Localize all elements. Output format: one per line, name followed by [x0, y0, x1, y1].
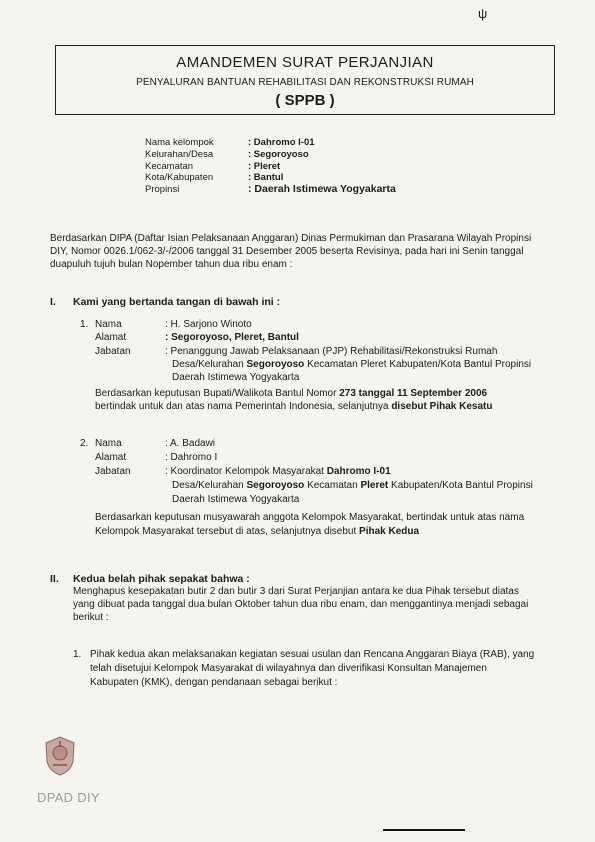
field-label: Alamat [95, 452, 127, 463]
text-fragment: Pihak Kedua [359, 526, 420, 537]
party2-number: 2. [80, 438, 89, 449]
party2-basis-line2 [95, 526, 419, 539]
text-fragment: Segoroyoso [246, 480, 305, 491]
info-label: Kecamatan [145, 160, 194, 172]
intro-line: duapuluh tujuh bulan Nopember tahun dua ribu enam : [50, 259, 293, 270]
item-1-number: 1. [73, 649, 82, 660]
info-value: : Segoroyoso [248, 148, 309, 160]
section-2-number: II. [50, 573, 59, 585]
text-fragment: bertindak untuk dan atas nama Pemerintah Indonesia, selanjutnya [95, 401, 392, 412]
text-fragment: Berdasarkan keputusan Bupati/Walikota Bantul Nomor [95, 388, 340, 399]
intro-line: Berdasarkan DIPA (Daftar Isian Pelaksanaan Anggaran) Dinas Permukiman dan Prasarana Wilayah Propinsi [50, 233, 532, 244]
party2-position-line3: Daerah Istimewa Yogyakarta [172, 494, 300, 505]
text-fragment: Kecamatan [304, 480, 361, 491]
section-1-number: I. [50, 296, 56, 308]
document-subtitle: PENYALURAN BANTUAN REHABILITASI DAN REKONSTRUKSI RUMAH [136, 77, 474, 88]
item-1-line: Pihak kedua akan melaksanakan kegiatan sesuai usulan dan Rencana Anggaran Biaya (RAB), yang [90, 649, 535, 660]
info-label: Kota/Kabupaten [145, 172, 214, 184]
item-1-line: telah disetujui Kelompok Masyarakat di wilayahnya dan diverifikasi Konsultan Manajemen [90, 663, 487, 674]
party2-basis-line1: Berdasarkan keputusan musyawarah anggota Kelompok Masyarakat, bertindak untuk atas nama [95, 512, 525, 523]
section-2-line: yang dibuat pada tanggal dua bulan Oktober tahun dua ribu enam, dan menggantinya menjadi sebagai [73, 599, 529, 610]
info-row [145, 137, 396, 149]
corner-mark: ψ [478, 6, 488, 21]
field-label: Alamat [95, 332, 127, 343]
party1-position: : Penanggung Jawab Pelaksanaan (PJP) Rehabilitasi/Rekonstruksi Rumah [165, 346, 498, 357]
intro-line: DIY, Nomor 0026.1/062-3/-/2006 tanggal 31 Desember 2005 beserta Revisinya, pada hari ini Senin tanggal [50, 246, 524, 257]
document-code: ( SPPB ) [275, 92, 335, 109]
info-value: : Dahromo I-01 [248, 137, 315, 148]
party2-position-line2 [172, 480, 533, 493]
party1-name-row [80, 319, 252, 331]
info-row [145, 161, 396, 173]
info-row [145, 184, 396, 196]
party2-name: : A. Badawi [165, 438, 216, 449]
group-info-table [145, 137, 396, 196]
item-1-line: Kabupaten (KMK), dengan pendanaan sebagai berikut : [90, 677, 338, 688]
party1-address-row [80, 332, 299, 344]
section-1-heading: Kami yang bertanda tangan di bawah ini : [73, 296, 281, 308]
text-fragment: Segoroyoso [246, 359, 305, 370]
text-fragment: Kecamatan Pleret Kabupaten/Kota Bantul Propinsi [304, 359, 532, 370]
info-label: Nama kelompok [145, 137, 214, 148]
info-label: Propinsi [145, 184, 180, 196]
text-fragment: 273 tanggal 11 September 2006 [339, 388, 488, 399]
party1-number: 1. [80, 319, 89, 330]
text-fragment: Kabupaten/Kota Bantul Propinsi [388, 480, 533, 491]
field-label: Jabatan [95, 466, 131, 477]
text-fragment: Dahromo I-01 [326, 466, 391, 477]
party1-position-line2 [172, 359, 531, 372]
field-label: Jabatan [95, 346, 131, 357]
section-2-line: Menghapus kesepakatan butir 2 dan butir 3 dari Surat Perjanjian antara ke dua Pihak tersebut diatas [73, 586, 519, 597]
regional-seal-icon [43, 735, 77, 777]
party2-position [165, 466, 391, 478]
text-fragment: Desa/Kelurahan [172, 359, 247, 370]
archive-watermark: DPAD DIY [37, 790, 100, 805]
title-box [55, 45, 555, 115]
field-label: Nama [95, 438, 122, 449]
party1-position-line3: Daerah Istimewa Yogyakarta [172, 372, 300, 383]
text-fragment: Desa/Kelurahan [172, 480, 247, 491]
party1-basis-line2 [95, 401, 492, 414]
party2-address: : Dahromo I [165, 452, 218, 463]
text-fragment: Pleret [360, 480, 389, 491]
section-2-line: berikut : [73, 612, 109, 623]
info-row [145, 149, 396, 161]
info-value: : Pleret [248, 160, 281, 172]
field-label: Nama [95, 319, 122, 330]
document-title: AMANDEMEN SURAT PERJANJIAN [176, 54, 434, 71]
party1-name: : H. Sarjono Winoto [165, 319, 252, 330]
text-fragment: : Koordinator Kelompok Masyarakat [165, 466, 327, 477]
party2-position-row [80, 466, 391, 478]
party1-address: : Segoroyoso, Pleret, Bantul [165, 332, 299, 343]
party2-name-row [80, 438, 215, 450]
info-value: : Daerah Istimewa Yogyakarta [248, 183, 396, 196]
section-2-heading: Kedua belah pihak sepakat bahwa : [73, 573, 250, 585]
text-fragment: disebut Pihak Kesatu [391, 401, 493, 412]
party1-position-row [80, 346, 497, 358]
party2-address-row [80, 452, 217, 464]
party1-basis-line1 [95, 388, 487, 401]
info-label: Kelurahan/Desa [145, 148, 214, 160]
text-fragment: Kelompok Masyarakat tersebut di atas, selanjutnya disebut [95, 526, 360, 537]
info-value: : Bantul [248, 172, 284, 184]
signature-line [383, 829, 465, 831]
